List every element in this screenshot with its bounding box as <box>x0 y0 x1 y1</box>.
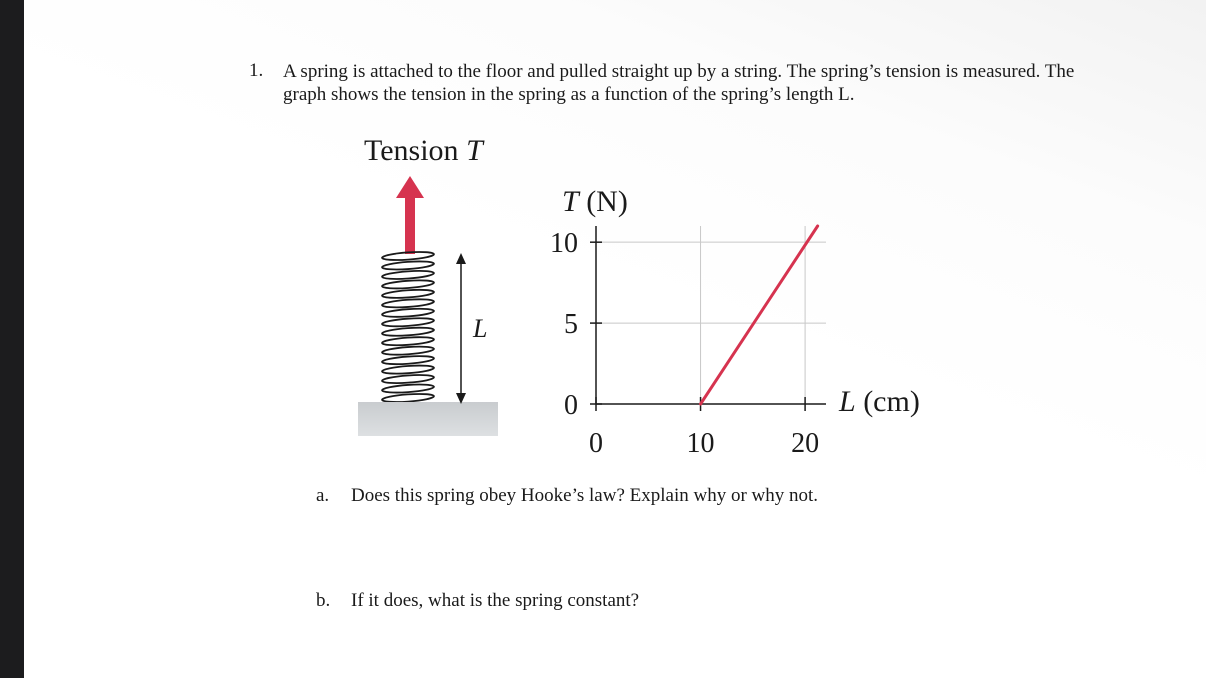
spring-coil <box>382 355 434 366</box>
tension-label: Tension T <box>364 134 483 167</box>
chart-series <box>701 226 818 404</box>
x-tick-label: 0 <box>589 428 603 459</box>
spring-coil <box>382 336 434 347</box>
y-tick-label: 5 <box>564 309 578 341</box>
spring-coil <box>382 317 434 328</box>
grid-lines <box>596 226 826 404</box>
part-a-text: Does this spring obey Hooke’s law? Explain why or why not. <box>351 485 819 506</box>
y-tick-label: 10 <box>550 228 578 260</box>
pull-arrow-shaft <box>405 196 415 254</box>
y-axis-label: T (N) <box>562 185 628 218</box>
spring-coil <box>382 374 434 385</box>
part-b-text: If it does, what is the spring constant? <box>351 590 640 611</box>
x-tick-label: 20 <box>791 428 820 459</box>
length-symbol: L <box>473 314 488 343</box>
length-arrow-top <box>456 253 466 264</box>
spring-coil <box>382 326 434 337</box>
spring-coil <box>382 307 434 318</box>
spring-coil <box>382 270 434 281</box>
pull-arrow-head <box>396 176 424 198</box>
chart-axes <box>596 226 826 404</box>
spring-coil <box>382 393 434 404</box>
tension-length-chart <box>550 185 920 459</box>
spring-coil <box>382 288 434 299</box>
spring-coil <box>382 251 434 262</box>
x-tick-label: 10 <box>686 428 715 459</box>
spring-coil <box>382 345 434 356</box>
chart-ticks <box>550 228 819 459</box>
spring-coil <box>382 298 434 309</box>
tension-line <box>701 226 818 404</box>
y-tick-label: 0 <box>564 390 578 421</box>
spring-coils <box>382 251 434 404</box>
floor-block <box>358 402 498 436</box>
spring-coil <box>382 383 434 394</box>
question-number: 1. <box>249 60 264 81</box>
x-axis-label: L (cm) <box>839 385 920 418</box>
spring-coil <box>382 260 434 271</box>
spring-coil <box>382 364 434 375</box>
question-text: A spring is attached to the floor and pulled straight up by a string. The spring’s tension is measured. The graph shows the tension in the spring as a function of the spring’s length L. <box>283 61 1075 105</box>
spring-coil <box>382 279 434 290</box>
part-b-letter: b. <box>316 590 331 611</box>
part-a-letter: a. <box>316 485 330 506</box>
